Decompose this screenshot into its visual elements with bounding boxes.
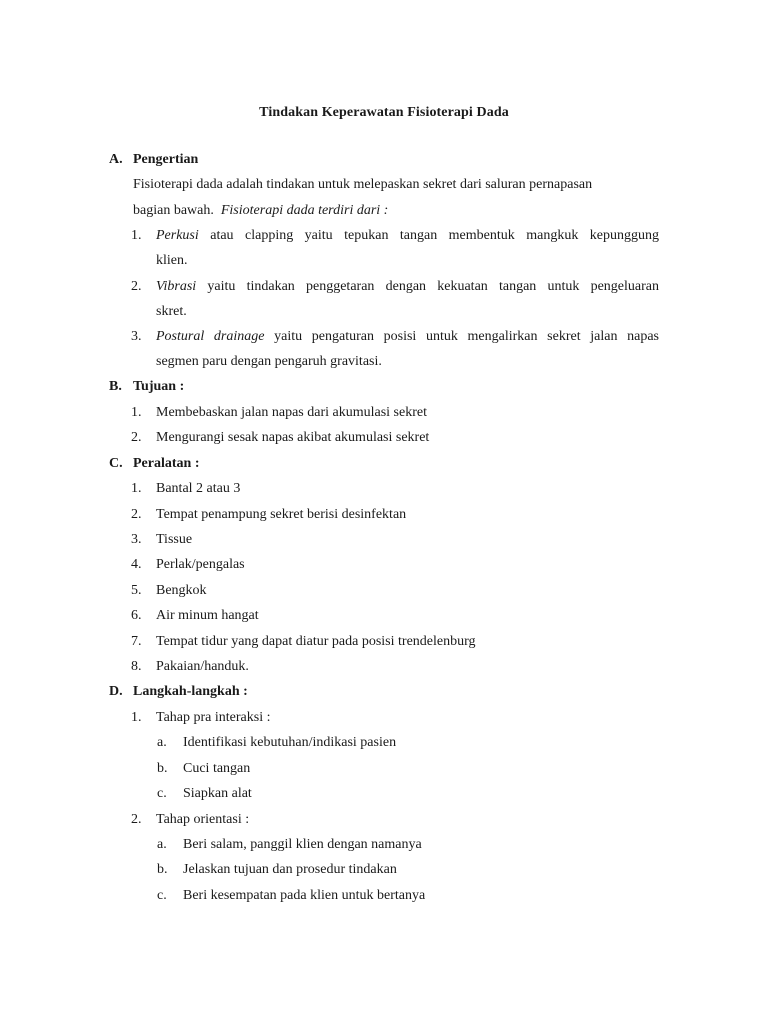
list-item-line [156,277,659,297]
list-item-continuation: klien. [156,253,188,268]
list-item: Bantal 2 atau 3 [156,481,241,496]
sub-item-letter: c. [157,888,167,903]
section-d-heading: Langkah-langkah : [133,684,248,699]
step-number: 1. [131,710,142,725]
sub-item-letter: b. [157,761,168,776]
item-term: Vibrasi [156,279,197,294]
list-item: Tempat penampung sekret berisi desinfektan [156,507,407,522]
list-item: Membebaskan jalan napas dari akumulasi sekret [156,405,427,420]
sub-item: Jelaskan tujuan dan prosedur tindakan [183,862,397,877]
item-number: 2. [131,430,142,445]
list-item-line [156,327,659,347]
section-b-heading: Tujuan : [133,379,185,394]
section-a-paragraph-line2 [133,201,388,221]
sub-item: Beri salam, panggil klien dengan namanya [183,837,422,852]
list-item: Tempat tidur yang dapat diatur pada posisi trendelenburg [156,634,476,649]
section-a-paragraph-line1: Fisioterapi dada adalah tindakan untuk melepaskan sekret dari saluran pernapasan [133,177,593,192]
paragraph-italic-text: Fisioterapi dada terdiri dari : [220,203,389,218]
list-item: Air minum hangat [156,608,259,623]
item-number: 3. [131,329,142,344]
item-number: 2. [131,279,142,294]
list-item: Mengurangi sesak napas akibat akumulasi sekret [156,430,430,445]
sub-item-letter: a. [157,735,167,750]
item-number: 2. [131,507,142,522]
list-item: Pakaian/handuk. [156,659,249,674]
sub-item: Identifikasi kebutuhan/indikasi pasien [183,735,397,750]
paragraph-plain-text: bagian bawah. [133,203,214,218]
item-number: 5. [131,583,142,598]
list-item-line [156,226,659,246]
step-title: Tahap orientasi : [156,812,250,827]
item-term: Perkusi [156,228,199,243]
list-item: Tissue [156,532,193,547]
sub-item-letter: b. [157,862,168,877]
item-number: 8. [131,659,142,674]
sub-item: Cuci tangan [183,761,251,776]
item-text: atau clapping yaitu tepukan tangan membentuk mangkuk kepunggung [210,228,659,243]
section-c-heading: Peralatan : [133,456,200,471]
sub-item: Beri kesempatan pada klien untuk bertanya [183,888,426,903]
step-number: 2. [131,812,142,827]
item-term: Postural drainage [156,329,265,344]
section-b-letter: B. [109,379,122,394]
section-c-letter: C. [109,456,123,471]
item-number: 6. [131,608,142,623]
item-number: 4. [131,557,142,572]
item-number: 1. [131,228,142,243]
step-title: Tahap pra interaksi : [156,710,271,725]
sub-item-letter: a. [157,837,167,852]
item-text: yaitu pengaturan posisi untuk mengalirkan sekret jalan napas [274,329,660,344]
item-number: 1. [131,405,142,420]
sub-item-letter: c. [157,786,167,801]
sub-item: Siapkan alat [183,786,252,801]
item-number: 7. [131,634,142,649]
section-a-heading: Pengertian [133,152,199,167]
section-a-letter: A. [109,152,123,167]
list-item-continuation: segmen paru dengan pengaruh gravitasi. [156,354,382,369]
list-item-continuation: skret. [156,304,187,319]
document-title: Tindakan Keperawatan Fisioterapi Dada [259,105,509,120]
item-number: 1. [131,481,142,496]
item-number: 3. [131,532,142,547]
item-text: yaitu tindakan penggetaran dengan kekuatan tangan untuk pengeluaran [207,279,659,294]
list-item: Perlak/pengalas [156,557,245,572]
section-d-letter: D. [109,684,123,699]
list-item: Bengkok [156,583,207,598]
